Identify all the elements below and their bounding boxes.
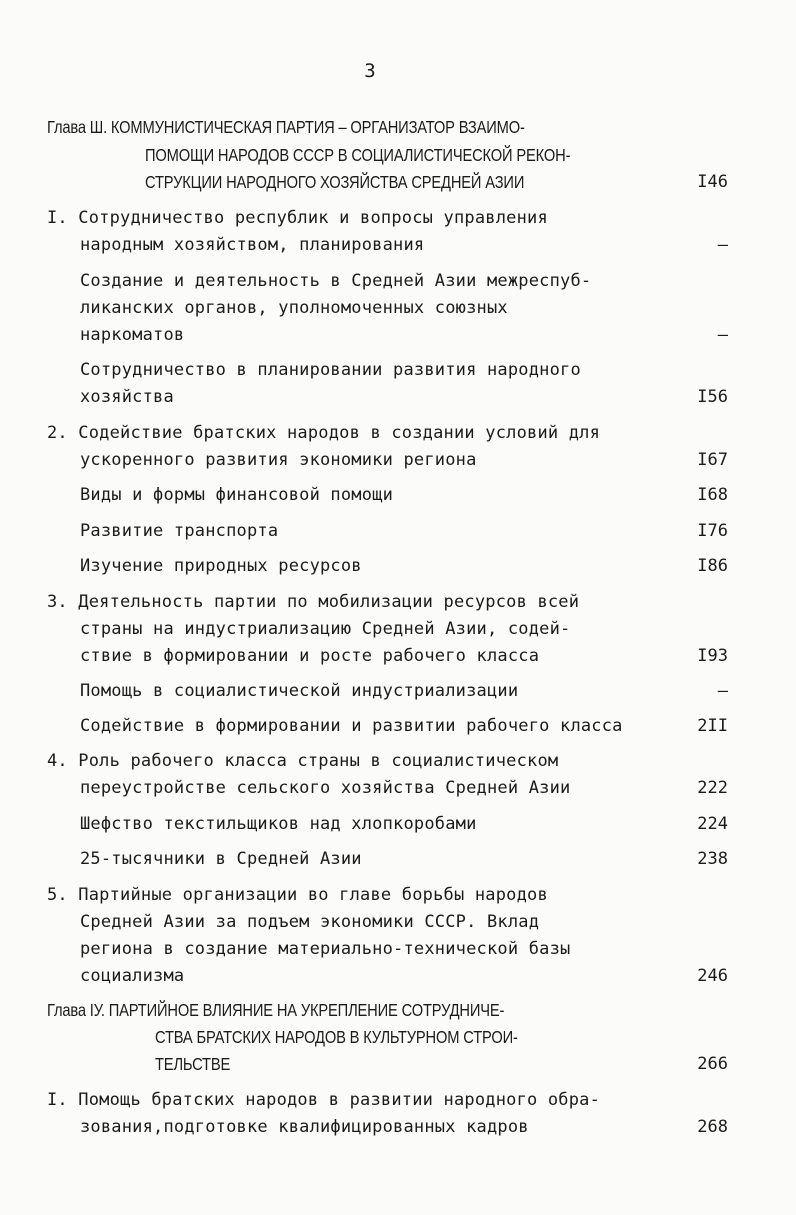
section-title-line: социализма xyxy=(80,966,185,986)
toc-page-ref: 2II xyxy=(697,716,728,736)
subsection-title-line: ликанских органов, уполномоченных союзных xyxy=(80,298,508,318)
section-title-line: 3. Деятельность партии по мобилизации ресурсов всей xyxy=(47,592,580,612)
subsection-title-line: наркоматов xyxy=(80,325,185,345)
section-title-line: I. Сотрудничество республик и вопросы управления xyxy=(47,208,548,228)
chapter-title-line: Глава IУ. ПАРТИЙНОЕ ВЛИЯНИЕ НА УКРЕПЛЕНИЕ СОТРУДНИЧЕ- xyxy=(47,1000,505,1020)
chapter-title-line: СТВА БРАТСКИХ НАРОДОВ В КУЛЬТУРНОМ СТРОИ- xyxy=(155,1027,518,1047)
section-title-line: зования,подготовке квалифицированных кадров xyxy=(80,1117,529,1137)
section-title-line: 5. Партийные организации во главе борьбы народов xyxy=(47,885,548,905)
section-title-line: народным хозяйством, планирования xyxy=(80,235,425,255)
section-title-line: ускоренного развития экономики региона xyxy=(80,450,477,470)
chapter-title-line: Глава Ш. КОММУНИСТИЧЕСКАЯ ПАРТИЯ – ОРГАНИЗАТОР ВЗАИМО- xyxy=(47,117,525,137)
toc-page-ref: I86 xyxy=(697,556,728,576)
subsection-title-line: Создание и деятельность в Средней Азии межреспуб- xyxy=(80,271,592,291)
subsection-title-line: Изучение природных ресурсов xyxy=(80,556,362,576)
subsection-title-line: Развитие транспорта xyxy=(80,521,279,541)
toc-page-ref: 266 xyxy=(697,1054,728,1074)
toc-page-ref: I56 xyxy=(697,387,728,407)
subsection-title-line: Содействие в формировании и развитии рабочего класса xyxy=(80,716,623,736)
section-title-line: 4. Роль рабочего класса страны в социалистическом xyxy=(47,751,559,771)
toc-page-ref: I93 xyxy=(697,646,728,666)
page-number: 3 xyxy=(364,60,376,82)
chapter-title-line: ТЕЛЬСТВЕ xyxy=(155,1054,231,1074)
toc-page-ref: 268 xyxy=(697,1117,728,1137)
toc-page-ref: I68 xyxy=(697,485,728,505)
toc-page-ref: I67 xyxy=(697,450,728,470)
section-title-line: Средней Азии за подъем экономики СССР. Вклад xyxy=(80,912,540,932)
toc-page-ref: – xyxy=(717,235,728,255)
section-title-line: переустройстве сельского хозяйства Средней Азии xyxy=(80,778,571,798)
toc-page-ref: I76 xyxy=(697,521,728,541)
section-title-line: региона в создание материально-технической базы xyxy=(80,939,571,959)
subsection-title-line: Сотрудничество в планировании развития народного xyxy=(80,360,581,380)
toc-page-ref: I46 xyxy=(697,172,728,192)
subsection-title-line: хозяйства xyxy=(80,387,174,407)
subsection-title-line: 25-тысячники в Средней Азии xyxy=(80,849,362,869)
section-title-line: 2. Содействие братских народов в создании условий для xyxy=(47,423,601,443)
section-title-line: ствие в формировании и росте рабочего класса xyxy=(80,646,540,666)
chapter-title-line: ПОМОЩИ НАРОДОВ СССР В СОЦИАЛИСТИЧЕСКОЙ РЕКОН- xyxy=(145,145,571,165)
subsection-title-line: Шефство текстильщиков над хлопкоробами xyxy=(80,814,477,834)
toc-page-ref: 238 xyxy=(697,849,728,869)
toc-page-ref: 246 xyxy=(697,966,728,986)
section-title-line: страны на индустриализацию Средней Азии, содей- xyxy=(80,619,571,639)
toc-page-ref: 222 xyxy=(697,778,728,798)
toc-page-ref: 224 xyxy=(697,814,728,834)
toc-page-ref: – xyxy=(717,681,728,701)
toc-page-ref: – xyxy=(717,325,728,345)
section-title-line: I. Помощь братских народов в развитии народного обра- xyxy=(47,1090,601,1110)
subsection-title-line: Виды и формы финансовой помощи xyxy=(80,485,394,505)
subsection-title-line: Помощь в социалистической индустриализации xyxy=(80,681,519,701)
chapter-title-line: СТРУКЦИИ НАРОДНОГО ХОЗЯЙСТВА СРЕДНЕЙ АЗИИ xyxy=(145,172,525,192)
